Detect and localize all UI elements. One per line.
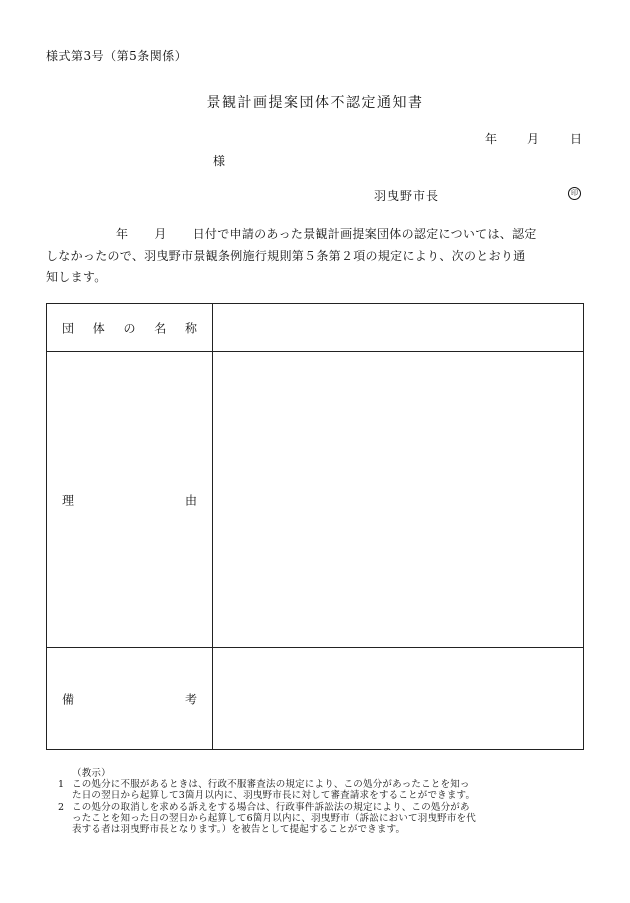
- body-line-3: 知します。: [46, 270, 107, 284]
- note-line: ったことを知った日の翌日から起算して6箇月以内に、羽曳野市（訴訟において羽曳野市を代: [72, 812, 476, 824]
- note-line: この処分に不服があるときは、行政不服審査法の規定により、この処分があったことを知っ: [72, 779, 470, 791]
- notice-body: [46, 224, 584, 289]
- notice-table: [46, 303, 584, 750]
- table-row-remarks: [47, 648, 584, 750]
- notes-heading: （教示）: [72, 768, 111, 779]
- label-char: 備: [62, 692, 75, 706]
- date-day-label: 日: [570, 132, 583, 146]
- note-number: 2: [58, 801, 65, 813]
- note-line: た日の翌日から起算して3箇月以内に、羽曳野市長に対して審査請求をすることができます。: [72, 790, 476, 802]
- label-char: 名: [154, 321, 167, 335]
- seal-icon: 印: [568, 187, 581, 200]
- instruction-notes: [58, 768, 476, 835]
- reason-label: [47, 352, 213, 648]
- label-char: 由: [184, 493, 197, 507]
- date-year-label: 年: [485, 132, 498, 146]
- body-month: 月: [154, 227, 167, 241]
- table-row-reason: [47, 352, 584, 648]
- table-row-organization-name: [47, 304, 584, 352]
- note-item-1: [58, 779, 476, 801]
- reason-field[interactable]: [213, 352, 584, 648]
- form-number: 様式第3号（第5条関係）: [46, 49, 188, 63]
- note-line: 表する者は羽曳野市長となります。）を被告として提起することができます。: [72, 824, 406, 836]
- document-title: 景観計画提案団体不認定通知書: [206, 95, 424, 111]
- body-line-1: [46, 224, 584, 246]
- note-item-2: [58, 802, 476, 836]
- label-char: 体: [92, 321, 105, 335]
- addressee-suffix: 様: [213, 154, 226, 168]
- body-text-1: 日付で申請のあった景観計画提案団体の認定については、認定: [192, 227, 537, 241]
- body-year: 年: [116, 227, 129, 241]
- label-char: の: [123, 321, 136, 335]
- note-number: 1: [58, 779, 65, 791]
- label-char: 称: [184, 321, 197, 335]
- label-char: 考: [184, 692, 197, 706]
- organization-name-label: [47, 304, 213, 352]
- remarks-field[interactable]: [213, 648, 584, 750]
- label-char: 理: [62, 493, 75, 507]
- organization-name-field[interactable]: [213, 304, 584, 352]
- remarks-label: [47, 648, 213, 750]
- issuer-name: 羽曳野市長: [374, 189, 440, 203]
- date-month-label: 月: [527, 132, 540, 146]
- note-line: この処分の取消しを求める訴えをする場合は、行政事件訴訟法の規定により、この処分があ: [72, 801, 470, 813]
- body-line-2: しなかったので、羽曳野市景観条例施行規則第５条第２項の規定により、次のとおり通: [46, 248, 526, 263]
- label-char: 団: [62, 321, 75, 335]
